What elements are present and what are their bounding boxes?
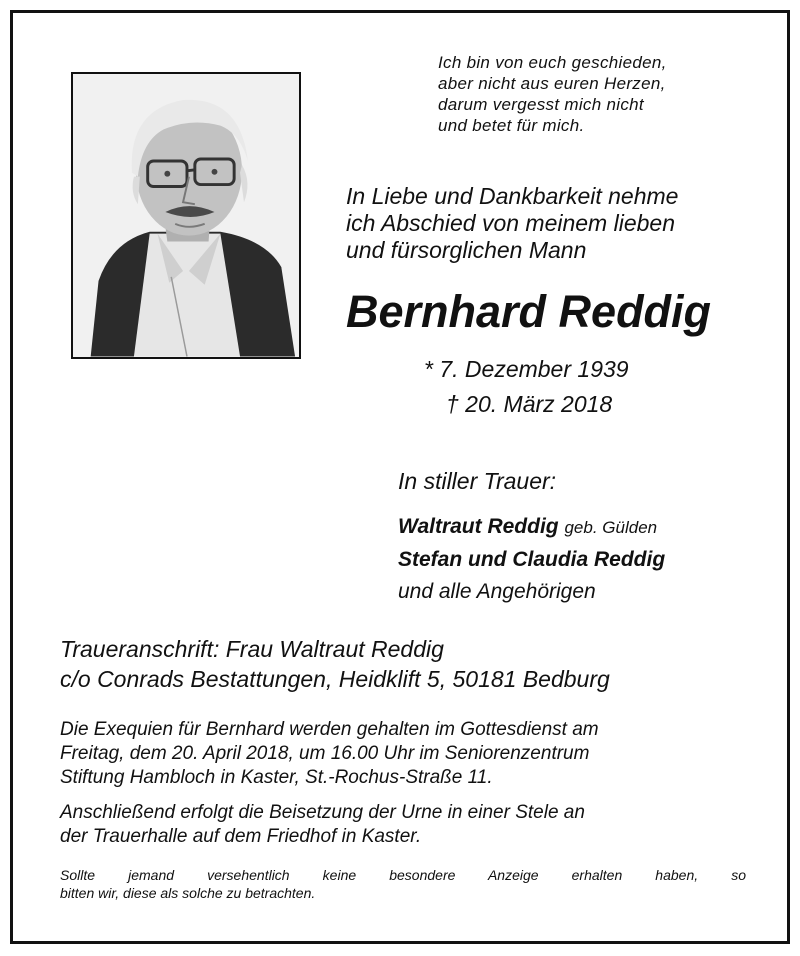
mourner-name: Waltraut Reddig bbox=[398, 515, 559, 538]
mourners-list bbox=[398, 511, 778, 608]
farewell-line: ich Abschied von meinem lieben bbox=[346, 210, 675, 236]
portrait-photo bbox=[71, 72, 301, 359]
poem-line: Ich bin von euch geschieden, bbox=[438, 53, 667, 72]
address-line: c/o Conrads Bestattungen, Heidklift 5, 50181 Bedburg bbox=[60, 666, 610, 692]
note-line: bitten wir, diese als solche zu betrachten. bbox=[60, 885, 316, 901]
burial-line: der Trauerhalle auf dem Friedhof in Kaster. bbox=[60, 826, 422, 847]
birth-date: * 7. Dezember 1939 bbox=[424, 356, 629, 382]
mourner-name: Stefan und Claudia Reddig bbox=[398, 548, 666, 571]
portrait-illustration bbox=[73, 74, 299, 357]
poem-line: darum vergesst mich nicht bbox=[438, 95, 644, 114]
farewell-line: und fürsorglichen Mann bbox=[346, 237, 587, 263]
farewell-line: In Liebe und Dankbarkeit nehme bbox=[346, 183, 679, 209]
burial-line: Anschließend erfolgt die Beisetzung der Urne in einer Stele an bbox=[60, 802, 585, 823]
notice-footnote bbox=[60, 866, 746, 902]
farewell-text bbox=[346, 183, 766, 264]
poem-verse bbox=[438, 52, 758, 136]
mourner-row bbox=[398, 511, 778, 544]
address-line: Traueranschrift: Frau Waltraut Reddig bbox=[60, 636, 444, 662]
poem-line: und betet für mich. bbox=[438, 116, 585, 135]
ceremony-line: Stiftung Hambloch in Kaster, St.-Rochus-Straße 11. bbox=[60, 767, 493, 788]
ceremony-line: Die Exequien für Bernhard werden gehalten im Gottesdienst am bbox=[60, 719, 599, 740]
mourner-maiden-name: geb. Gülden bbox=[564, 518, 658, 537]
deceased-name: Bernhard Reddig bbox=[346, 286, 712, 337]
note-line: Sollte jemand versehentlich keine besondere Anzeige erhalten haben, so bbox=[60, 867, 746, 883]
ceremony-info bbox=[60, 718, 750, 790]
poem-line: aber nicht aus euren Herzen, bbox=[438, 74, 666, 93]
burial-info bbox=[60, 801, 750, 849]
mourning-label: In stiller Trauer: bbox=[398, 468, 557, 494]
death-date: † 20. März 2018 bbox=[446, 391, 613, 417]
ceremony-line: Freitag, dem 20. April 2018, um 16.00 Uhr im Seniorenzentrum bbox=[60, 743, 590, 764]
mourners-others: und alle Angehörigen bbox=[398, 580, 596, 603]
mourning-address bbox=[60, 634, 760, 694]
